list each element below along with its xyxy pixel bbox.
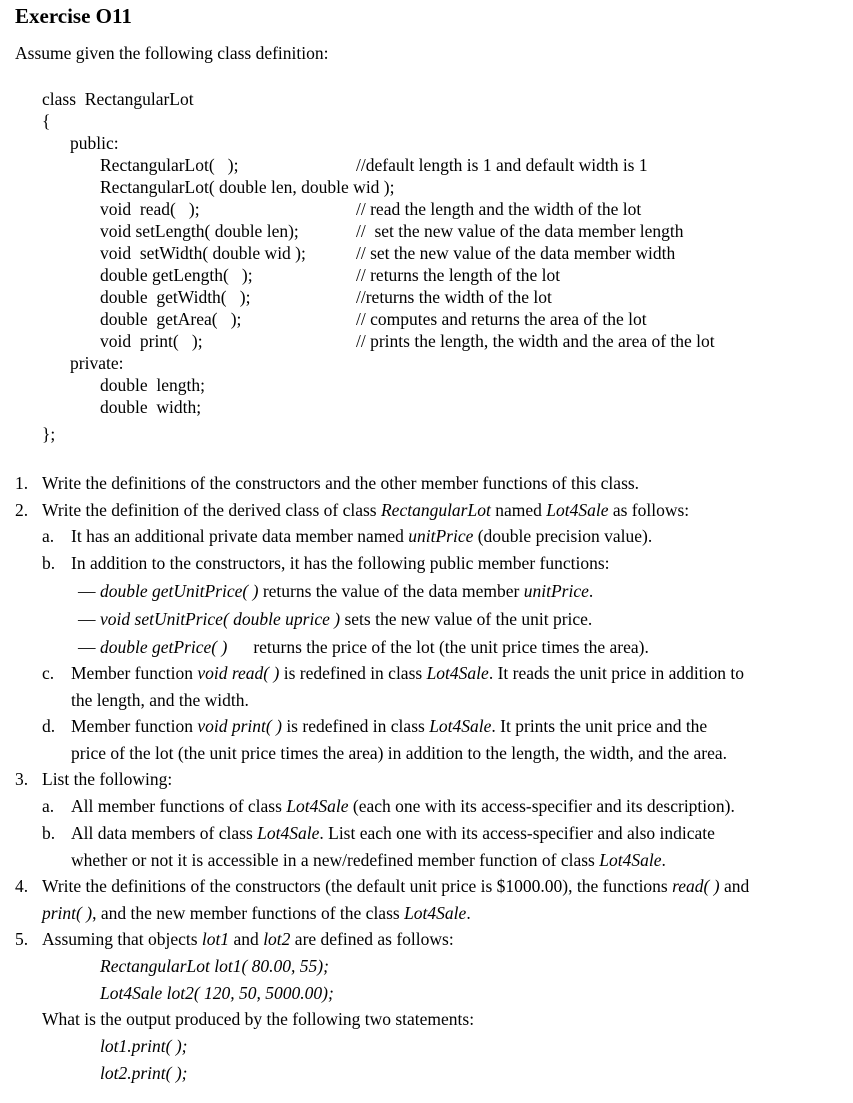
question-2b-item-1 — [100, 578, 593, 604]
text: named — [490, 500, 547, 520]
text: Lot4Sale — [257, 823, 320, 843]
question-number: 3. — [15, 769, 29, 789]
code-line: RectangularLot( double len, double wid ); — [100, 177, 395, 197]
question-2d-text-line-2: price of the lot (the unit price times the area) in addition to the length, the width, and the area. — [71, 743, 728, 763]
text: and — [229, 929, 264, 949]
exercise-title: Exercise O11 — [15, 4, 132, 28]
text: void print( ) — [197, 716, 282, 736]
code-statement-2: lot2.print( ); — [100, 1063, 188, 1083]
subitem-label: c. — [42, 663, 55, 683]
text: RectangularLot — [380, 500, 491, 520]
code-line: class RectangularLot — [42, 89, 194, 109]
question-2b-item-3 — [100, 634, 649, 660]
text: Lot4Sale — [426, 663, 489, 683]
code-line: { — [42, 111, 51, 131]
code-line: void setWidth( double wid ); — [100, 243, 306, 263]
text: double getPrice( ) — [100, 637, 228, 657]
question-2c-text — [71, 660, 744, 686]
text: Lot4Sale — [546, 500, 609, 520]
code-statement-1: lot1.print( ); — [100, 1036, 188, 1056]
text: print( ) — [42, 903, 93, 923]
code-line: public: — [70, 133, 119, 153]
text: . It reads the unit price in addition to — [488, 663, 744, 683]
text: Lot4Sale — [286, 796, 349, 816]
text: are defined as follows: — [290, 929, 454, 949]
code-line: private: — [70, 353, 124, 373]
text: Lot4Sale — [599, 850, 662, 870]
text: as follows: — [608, 500, 690, 520]
question-2b-item-2 — [100, 606, 592, 632]
question-3b-text — [71, 820, 715, 846]
text: and — [719, 876, 750, 896]
code-comment: // set the new value of the data member length — [356, 221, 684, 241]
text: unitPrice — [408, 526, 474, 546]
code-comment: // set the new value of the data member width — [356, 243, 676, 263]
question-number: 5. — [15, 929, 29, 949]
code-comment: // computes and returns the area of the lot — [356, 309, 647, 329]
text: . List each one with its access-specifier and also indicate — [319, 823, 715, 843]
text: . — [661, 850, 666, 870]
text: . — [588, 581, 594, 601]
code-comment: // prints the length, the width and the area of the lot — [356, 331, 715, 351]
question-3b-text-line-2 — [71, 847, 666, 873]
intro-text: Assume given the following class definition: — [15, 43, 329, 63]
code-comment: //returns the width of the lot — [356, 287, 552, 307]
text: unitPrice — [523, 581, 589, 601]
code-line: void print( ); — [100, 331, 203, 351]
text: Assuming that objects — [42, 929, 202, 949]
text: void read( ) — [197, 663, 280, 683]
question-3-text: List the following: — [42, 769, 173, 789]
question-number: 4. — [15, 876, 29, 896]
text: whether or not it is accessible in a new/redefined member function of class — [71, 850, 600, 870]
text: All member functions of class — [71, 796, 287, 816]
question-3a-text — [71, 793, 735, 819]
text: is redefined in class — [279, 663, 427, 683]
text: . It prints the unit price and the — [491, 716, 708, 736]
text: read( ) — [672, 876, 720, 896]
dash-bullet: — — [78, 637, 96, 657]
code-line: double length; — [100, 375, 205, 395]
text: (double precision value). — [473, 526, 653, 546]
code-example-lot1: RectangularLot lot1( 80.00, 55); — [100, 956, 329, 976]
text: Write the definitions of the constructors (the default unit price is $1000.00), the functions — [42, 876, 673, 896]
question-2-text — [42, 497, 689, 523]
subitem-label: a. — [42, 796, 55, 816]
text: lot2 — [263, 929, 291, 949]
code-line: void read( ); — [100, 199, 200, 219]
text: sets the new value of the unit price. — [340, 609, 593, 629]
question-2b-text: In addition to the constructors, it has the following public member functions: — [71, 553, 610, 573]
text: It has an additional private data member named — [71, 526, 409, 546]
text: Write the definition of the derived class of class — [42, 500, 381, 520]
question-4-text — [42, 873, 749, 899]
text: returns the price of the lot (the unit price times the area). — [253, 637, 649, 657]
code-comment: // returns the length of the lot — [356, 265, 561, 285]
text: Lot4Sale — [429, 716, 492, 736]
question-1-text: Write the definitions of the constructors and the other member functions of this class. — [42, 473, 640, 493]
question-number: 1. — [15, 473, 29, 493]
text: Lot4Sale — [404, 903, 467, 923]
code-example-lot2: Lot4Sale lot2( 120, 50, 5000.00); — [100, 983, 334, 1003]
question-number: 2. — [15, 500, 29, 520]
question-5-text — [42, 926, 454, 952]
subitem-label: a. — [42, 526, 55, 546]
dash-bullet: — — [78, 581, 96, 601]
text: is redefined in class — [281, 716, 430, 736]
text: lot1 — [201, 929, 230, 949]
question-5-ask: What is the output produced by the following two statements: — [42, 1009, 475, 1029]
text: returns the value of the data member — [258, 581, 524, 601]
code-line: }; — [42, 424, 56, 444]
question-4-text-line-2 — [42, 900, 471, 926]
text: void setUnitPrice( double uprice ) — [100, 609, 341, 629]
question-2d-text — [71, 713, 707, 739]
code-line: double getLength( ); — [100, 265, 253, 285]
subitem-label: b. — [42, 823, 56, 843]
text: Member function — [71, 663, 198, 683]
code-line: void setLength( double len); — [100, 221, 299, 241]
code-line: double getArea( ); — [100, 309, 242, 329]
dash-bullet: — — [78, 609, 96, 629]
subitem-label: b. — [42, 553, 56, 573]
text: Member function — [71, 716, 198, 736]
text: . — [466, 903, 471, 923]
text: All data members of class — [71, 823, 258, 843]
code-line: RectangularLot( ); — [100, 155, 239, 175]
text: double getUnitPrice( ) — [100, 581, 259, 601]
question-2a-text — [71, 523, 652, 549]
code-line: double getWidth( ); — [100, 287, 251, 307]
subitem-label: d. — [42, 716, 56, 736]
code-comment: //default length is 1 and default width is 1 — [356, 155, 648, 175]
text: (each one with its access-specifier and its description). — [348, 796, 735, 816]
code-line: double width; — [100, 397, 202, 417]
text: , and the new member functions of the class — [92, 903, 405, 923]
question-2c-text-line-2: the length, and the width. — [71, 690, 249, 710]
code-comment: // read the length and the width of the lot — [356, 199, 642, 219]
